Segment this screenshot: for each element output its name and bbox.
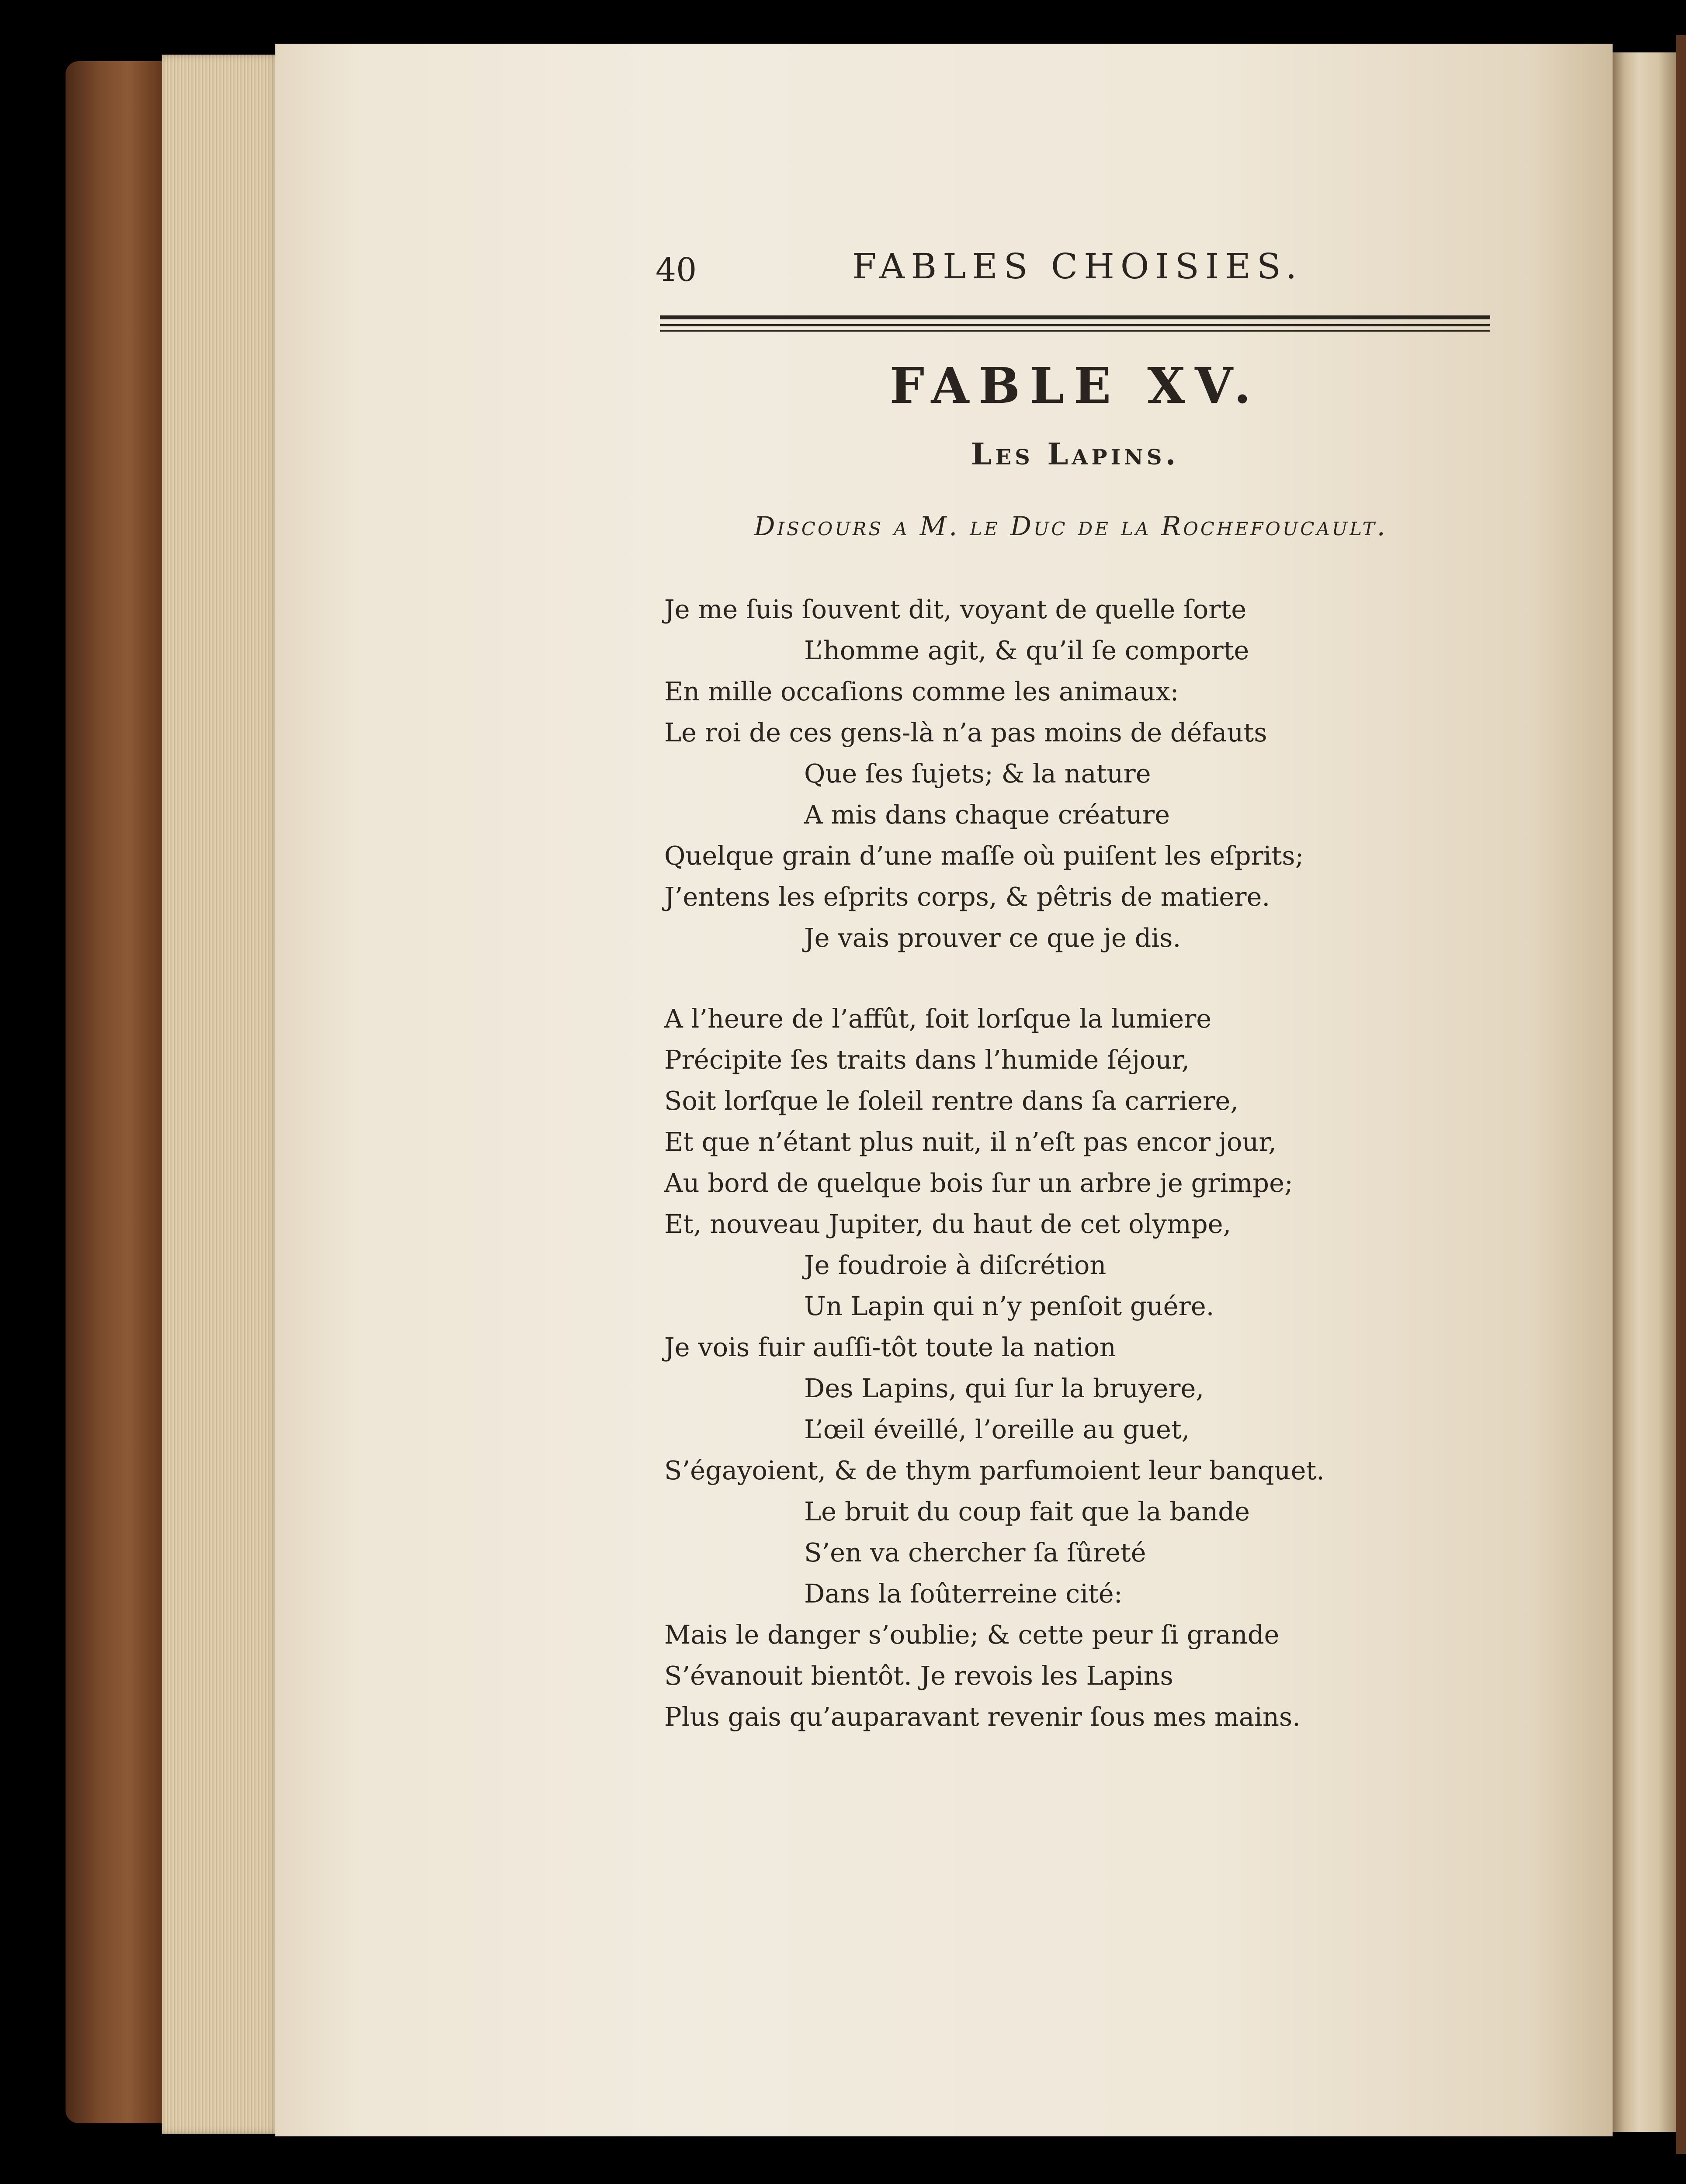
- verse-line: Dans la ſoûterreine cité:: [804, 1578, 1123, 1609]
- leather-cover-right: [1676, 35, 1686, 2154]
- verse-line: L’homme agit, & qu’il ſe comporte: [804, 635, 1249, 665]
- verse-line: Plus gais qu’auparavant revenir ſous mes mains.: [664, 1702, 1301, 1732]
- header-rule-thin: [660, 330, 1490, 332]
- verse-stanza-2: [664, 998, 1495, 1738]
- verse-line: Soit lorſque le ſoleil rentre dans ſa carriere,: [664, 1086, 1239, 1116]
- verse-stanza-1: [664, 589, 1495, 959]
- verse-line: Je vois fuir auſſi-tôt toute la nation: [664, 1332, 1116, 1362]
- verse-line: Le roi de ces gens-là n’a pas moins de défauts: [664, 717, 1267, 748]
- header-rule-thick: [660, 315, 1490, 319]
- verse-line: S’en va chercher ſa ſûreté: [804, 1537, 1146, 1568]
- verse-line: Un Lapin qui n’y penſoit guére.: [804, 1291, 1214, 1321]
- verse-line: S’évanouit bientôt. Je revois les Lapins: [664, 1661, 1173, 1691]
- verse-line: Le bruit du coup fait que la bande: [804, 1496, 1250, 1526]
- page-edges-left: [162, 55, 280, 2134]
- verse-line: Quelque grain d’une maſſe où puiſent les eſprits;: [664, 841, 1304, 871]
- page-edges-right: [1613, 52, 1678, 2132]
- verse-line: Je me ſuis ſouvent dit, voyant de quelle ſorte: [664, 594, 1247, 624]
- verse-line: J’entens les eſprits corps, & pêtris de matiere.: [664, 882, 1270, 912]
- header-rule-middle: [660, 324, 1490, 326]
- verse-line: S’égayoient, & de thym parfumoient leur banquet.: [664, 1455, 1325, 1485]
- verse-line: Mais le danger s’oublie; & cette peur ſi grande: [664, 1620, 1280, 1650]
- verse-line: Précipite ſes traits dans l’humide ſéjour,: [664, 1045, 1190, 1075]
- verse-line: Au bord de quelque bois ſur un arbre je grimpe;: [664, 1168, 1293, 1198]
- verse-line: Et que n’étant plus nuit, il n’eſt pas encor jour,: [664, 1127, 1277, 1157]
- verse-line: L’œil éveillé, l’oreille au guet,: [804, 1414, 1190, 1444]
- running-title: FABLES CHOISIES.: [852, 246, 1303, 287]
- fable-heading: FABLE XV.: [889, 357, 1261, 415]
- verse-line: A l’heure de l’affût, ſoit lorſque la lumiere: [664, 1004, 1212, 1034]
- verse-line: En mille occaſions comme les animaux:: [664, 676, 1179, 706]
- verse-line: Et, nouveau Jupiter, du haut de cet olympe,: [664, 1209, 1232, 1239]
- verse-line: Je vais prouver ce que je dis.: [804, 923, 1181, 953]
- verse-line: Je foudroie à diſcrétion: [804, 1250, 1107, 1280]
- verse-line: Des Lapins, qui ſur la bruyere,: [804, 1373, 1204, 1403]
- verse-line: A mis dans chaque créature: [804, 800, 1170, 830]
- verse-line: Que ſes ſujets; & la nature: [804, 758, 1151, 789]
- fable-title: Les Lapins.: [971, 437, 1180, 472]
- running-head: [656, 246, 1643, 304]
- page-number: 40: [656, 251, 697, 289]
- dedication-line: Discours a M. le Duc de la Rochefoucault.: [754, 511, 1388, 542]
